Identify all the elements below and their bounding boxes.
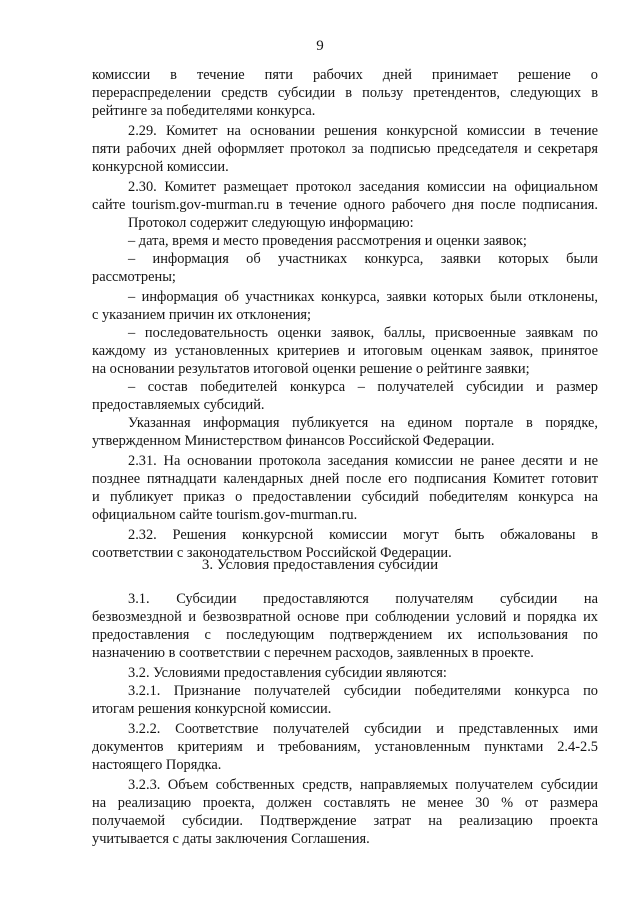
text-line: – последовательность оценки заявок, баллы, присвоенные заявкам по [128, 325, 598, 341]
text-line: – информация об участниках конкурса, заявки которых были [128, 251, 598, 267]
text-line: 2.31. На основании протокола заседания комиссии не ранее десяти и не [128, 453, 598, 469]
text-line: – состав победителей конкурса – получателей субсидии и размер [128, 379, 598, 395]
text-line: 3.1. Субсидии предоставляются получателям субсидии на [128, 591, 598, 607]
text-line: итогам решения конкурсной комиссии. [92, 701, 332, 717]
text-line: Указанная информация публикуется на едином портале в порядке, [128, 415, 598, 431]
text-line: каждому из установленных критериев и итоговым оценкам заявок, принятое [92, 343, 598, 359]
text-line: комиссии в течение пяти рабочих дней принимает решение о [92, 67, 598, 83]
text-line: настоящего Порядка. [92, 757, 222, 773]
text-line: Протокол содержит следующую информацию: [128, 215, 414, 231]
text-line: на реализацию проекта, должен составлять не менее 30 % от размера [92, 795, 598, 811]
text-line: 2.29. Комитет на основании решения конкурсной комиссии в течение [128, 123, 598, 139]
text-line: с указанием причин их отклонения; [92, 307, 312, 323]
text-line: 3.2. Условиями предоставления субсидии являются: [128, 665, 447, 681]
text-line: 3.2.1. Признание получателей субсидии победителями конкурса по [128, 683, 598, 699]
text-line: документов критериям и требованиям, установленным пунктами 2.4-2.5 [92, 739, 598, 755]
text-line: рейтинге за победителями конкурса. [92, 103, 316, 119]
text-line: официальном сайте tourism.gov-murman.ru. [92, 507, 358, 523]
text-line: 3.2.2. Соответствие получателей субсидии и представленных ими [128, 721, 598, 737]
text-line: утвержденном Министерством финансов Российской Федерации. [92, 433, 495, 449]
text-line: – информация об участниках конкурса, заявки которых были отклонены, [128, 289, 598, 305]
text-line: соответствии с законодательством Российской Федерации. [92, 545, 452, 561]
text-line: предоставляемых субсидий. [92, 397, 265, 413]
text-line: пяти рабочих дней оформляет протокол за подписью председателя и секретаря [92, 141, 598, 157]
text-line: 2.32. Решения конкурсной комиссии могут быть обжалованы в [128, 527, 598, 543]
text-line: и публикует приказ о предоставлении субсидий победителям конкурса на [92, 489, 598, 505]
text-line: 3.2.3. Объем собственных средств, направляемых получателем субсидии [128, 777, 598, 793]
text-line: предоставления с последующим подтверждением их использования по [92, 627, 598, 643]
text-line: назначению в соответствии с перечнем расходов, заявленных в проекте. [92, 645, 534, 661]
page-number: 9 [316, 38, 324, 54]
text-line: позднее пятнадцати календарных дней после его подписания Комитет готовит [92, 471, 598, 487]
section-heading: 3. Условия предоставления субсидии [201, 557, 439, 573]
text-line: безвозмездной и безвозвратной основе при соблюдении условий и порядка их [92, 609, 598, 625]
text-line: учитывается с даты заключения Соглашения. [92, 831, 370, 847]
text-line: получаемой субсидии. Подтверждение затрат на реализацию проекта [92, 813, 598, 829]
text-line: сайте tourism.gov-murman.ru в течение одного рабочего дня после подписания. [92, 197, 598, 213]
text-line: перераспределении средств субсидии в пользу претендентов, следующих в [92, 85, 598, 101]
text-line: 2.30. Комитет размещает протокол заседания комиссии на официальном [128, 179, 598, 195]
text-line: рассмотрены; [92, 269, 176, 285]
text-line: – дата, время и место проведения рассмотрения и оценки заявок; [128, 233, 527, 249]
text-line: на основании результатов итоговой оценки решение о рейтинге заявки; [92, 361, 530, 377]
text-line: конкурсной комиссии. [92, 159, 229, 175]
